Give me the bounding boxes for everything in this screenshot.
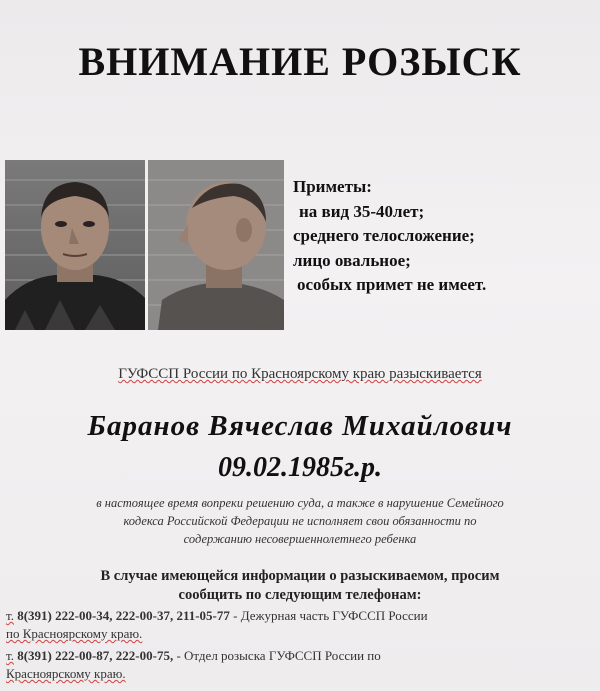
description-line: кодекса Российской Федерации не исполняет свои обязанности по xyxy=(123,514,477,528)
agency-text: ГУФССП России по Красноярскому краю разыскивается xyxy=(118,366,482,382)
phone-dept-search: - Отдел розыска ГУФССП России по xyxy=(176,648,381,663)
description-line: в настоящее время вопреки решению суда, а также в нарушение Семейного xyxy=(96,496,504,510)
phone-line-duty xyxy=(6,607,596,625)
date-of-birth: 09.02.1985г.р. xyxy=(218,452,382,483)
phone-numbers-duty: 8(391) 222-00-34, 222-00-37, 211-05-77 xyxy=(17,608,230,623)
phone-dept-search-cont: Красноярскому краю. xyxy=(6,666,126,681)
wanted-person-name: Баранов Вячеслав Михайлович xyxy=(87,410,513,442)
phone-dept-duty-cont: по Красноярскому краю. xyxy=(6,626,143,641)
feature-build: среднего телосложение; xyxy=(293,226,475,245)
phone-dept-duty: - Дежурная часть ГУФССП России xyxy=(233,608,428,623)
poster-title: ВНИМАНИЕ РОЗЫСК xyxy=(78,39,522,84)
mugshot-profile xyxy=(148,160,284,330)
phone-numbers-search: 8(391) 222-00-87, 222-00-75, xyxy=(17,648,174,663)
feature-age: на вид 35-40лет; xyxy=(299,201,425,221)
phone-line-duty-cont xyxy=(6,625,596,643)
phone-line-search xyxy=(6,647,596,665)
contact-heading-line: сообщить по следующим телефонам: xyxy=(178,587,422,603)
phone-prefix: т. xyxy=(6,648,14,663)
agency-statement xyxy=(0,366,600,383)
features-heading: Приметы: xyxy=(293,177,372,196)
description-line: содержанию несовершеннолетнего ребенка xyxy=(183,532,417,546)
distinguishing-features xyxy=(293,175,486,298)
contact-heading xyxy=(30,567,570,605)
mugshot-front xyxy=(5,160,145,330)
feature-face: лицо овальное; xyxy=(293,250,411,270)
phone-list xyxy=(6,607,596,683)
phone-line-search-cont xyxy=(6,665,596,683)
contact-heading-line: В случае имеющейся информации о разыскиваемом, просим xyxy=(100,568,500,584)
violation-description xyxy=(40,494,560,548)
phone-prefix: т. xyxy=(6,608,14,623)
feature-marks: особых примет не имеет. xyxy=(297,275,487,294)
